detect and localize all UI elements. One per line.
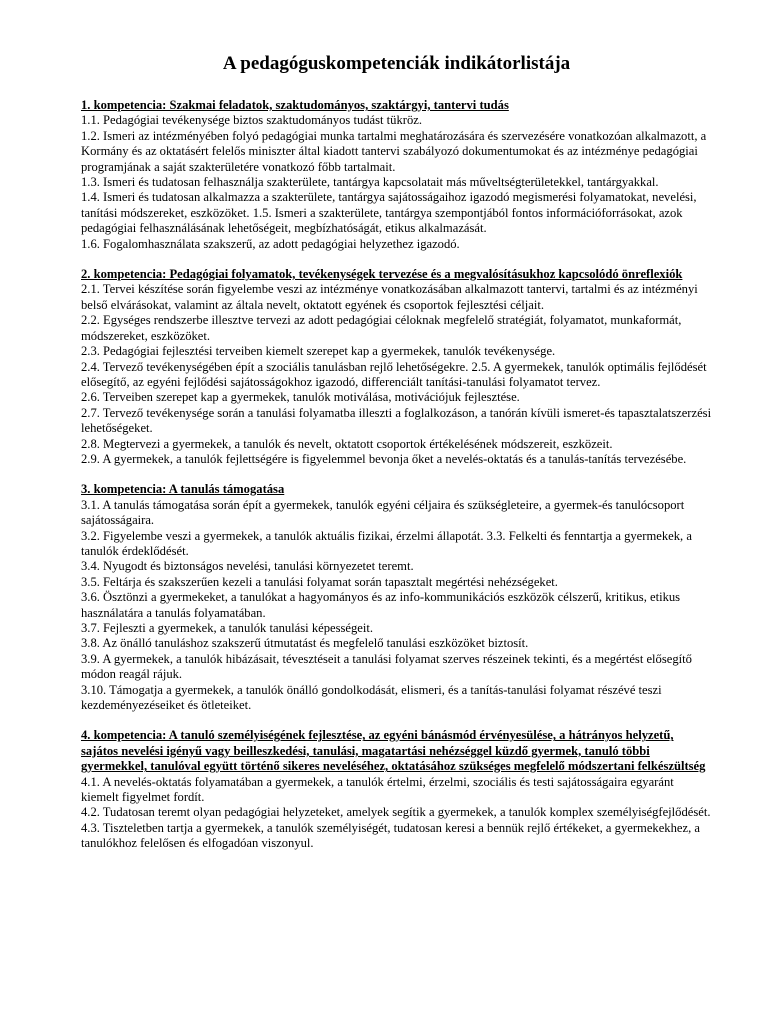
section-competency-3 xyxy=(81,482,712,713)
section-heading: 1. kompetencia: Szakmai feladatok, szaktudományos, szaktárgyi, tantervi tudás xyxy=(81,98,509,112)
section-heading: 3. kompetencia: A tanulás támogatása xyxy=(81,482,285,497)
indicator-item: 4.2. Tudatosan teremt olyan pedagógiai helyzeteket, amelyek segítik a gyermekek, a tanulók komplex személyiségfejlődését. xyxy=(81,805,711,820)
indicator-item: 1.4. Ismeri és tudatosan alkalmazza a szakterülete, tantárgya sajátosságaihoz igazodó megismerési folyamatokat, nevelési, tanítási módszereket, eszközöket. 1.5. Ismeri a szakterülete, tantárgya szempontjából fontos információforrásokat, azok pedagógiai felhasználásának lehetőségeit, megbízhatóságát, etikus alkalmazását. xyxy=(81,190,697,236)
indicator-item: 3.6. Ösztönzi a gyermekeket, a tanulókat a hagyományos és az info-kommunikációs eszközök célszerű, kritikus, etikus használatára a tanulás folyamatában. xyxy=(81,590,681,620)
indicator-item: 2.9. A gyermekek, a tanulók fejlettségére is figyelemmel bevonja őket a nevelés-oktatás és a tanulás-tanítás tervezésébe. xyxy=(81,451,687,466)
indicator-item: 2.8. Megtervezi a gyermekek, a tanulók és nevelt, oktatott csoportok értékelésének módszereit, eszközeit. xyxy=(81,436,613,451)
section-heading: 2. kompetencia: Pedagógiai folyamatok, tevékenységek tervezése és a megvalósításukhoz kapcsolódó önreflexiók xyxy=(81,267,683,282)
indicator-item: 3.4. Nyugodt és biztonságos nevelési, tanulási környezetet teremt. xyxy=(81,559,414,574)
section-competency-4 xyxy=(81,728,712,851)
indicator-item: 2.1. Tervei készítése során figyelembe veszi az intézménye vonatkozásában alkalmazott tantervi, tartalmi és az intézményi belső elvárásokat, valamint az általa nevelt, oktatott egyének és csoportok fejlesztési céljait. xyxy=(81,282,698,312)
indicator-item: 2.7. Tervező tevékenysége során a tanulási folyamatba illeszti a foglalkozáson, a tanórán kívüli ismeret-és tapasztalatszerzési lehetőségeket. xyxy=(81,405,712,436)
document-page xyxy=(81,52,712,852)
indicator-item: 4.3. Tiszteletben tartja a gyermekek, a tanulók személyiségét, tudatosan keresi a bennük rejlő értékeket, a gyermekekhez, a tanulókhoz felelősen és elfogadóan viszonyul. xyxy=(81,820,700,851)
indicator-item: 2.6. Terveiben szerepet kap a gyermekek, tanulók motiválása, motivációjuk fejlesztése. xyxy=(81,390,520,405)
indicator-item: 1.1. Pedagógiai tevékenysége biztos szaktudományos tudást tükröz. xyxy=(81,113,423,128)
indicator-item: 1.3. Ismeri és tudatosan felhasználja szakterülete, tantárgya kapcsolatait más műveltségterületekkel, tantárgyakkal. xyxy=(81,175,659,190)
section-competency-1 xyxy=(81,98,712,252)
indicator-item: 3.8. Az önálló tanuláshoz szakszerű útmutatást és megfelelő tanulási eszközöket biztosít. xyxy=(81,636,529,651)
indicator-item: 2.2. Egységes rendszerbe illesztve tervezi az adott pedagógiai céloknak megfelelő stratégiát, folyamatot, munkaformát, módszereket, eszközöket. xyxy=(81,313,682,343)
indicator-item: 3.10. Támogatja a gyermekek, a tanulók önálló gondolkodását, elismeri, és a tanítás-tanulási folyamat részévé teszi kezdeményezéseiket és ötleteiket. xyxy=(81,682,662,713)
indicator-item: 3.9. A gyermekek, a tanulók hibázásait, tévesztéseit a tanulási folyamat szerves részeinek tekinti, és a megértést elősegítő módon reagál rájuk. xyxy=(81,651,692,682)
document-title: A pedagóguskompetenciák indikátorlistája xyxy=(222,53,571,74)
section-heading: 4. kompetencia: A tanuló személyiségének fejlesztése, az egyéni bánásmód érvényesülése, a hátrányos helyzetű, sajátos nevelési igényű vagy beilleszkedési, tanulási, magatartási nehézséggel küzdő gyermek, tanuló többi gyermekkel, tanulóval együtt történő sikeres neveléséhez, oktatásához szükséges megfelelő módszertani felkészültség xyxy=(81,728,706,774)
indicator-item: 3.1. A tanulás támogatása során épít a gyermekek, tanulók egyéni céljaira és szükségleteire, a gyermek-és tanulócsoport sajátosságaira. xyxy=(81,497,685,528)
indicator-item: 4.1. A nevelés-oktatás folyamatában a gyermekek, a tanulók értelmi, érzelmi, szociális és testi sajátosságaira egyaránt kiemelt figyelmet fordít. xyxy=(81,774,674,805)
indicator-item: 2.4. Tervező tevékenységében épít a szociális tanulásban rejlő lehetőségekre. 2.5. A gyermekek, tanulók optimális fejlődését elősegítő, az egyéni fejlődési sajátosságokhoz igazodó, differenciált tanítási-tanulási folyamatot tervez. xyxy=(81,359,707,389)
indicator-item: 3.5. Feltárja és szakszerűen kezeli a tanulási folyamat során tapasztalt megértési nehézségeket. xyxy=(81,574,558,589)
indicator-item: 1.6. Fogalomhasználata szakszerű, az adott pedagógiai helyzethez igazodó. xyxy=(81,236,460,251)
indicator-item: 3.7. Fejleszti a gyermekek, a tanulók tanulási képességeit. xyxy=(81,621,374,635)
section-competency-2 xyxy=(81,267,712,467)
indicator-item: 1.2. Ismeri az intézményében folyó pedagógiai munka tartalmi meghatározására és szervezésére vonatkozóan alkalmazott, a Kormány és az oktatásért felelős miniszter által kiadott tantervi szabályozó dokumentumokat és az intézménye pedagógiai programjának a saját szakterületére vonatkozó főbb tartalmait. xyxy=(81,128,707,174)
indicator-item: 2.3. Pedagógiai fejlesztési terveiben kiemelt szerepet kap a gyermekek, tanulók tevékenysége. xyxy=(81,344,556,359)
indicator-item: 3.2. Figyelembe veszi a gyermekek, a tanulók aktuális fizikai, érzelmi állapotát. 3.3. Felkelti és fenntartja a gyermekek, a tanulók érdeklődését. xyxy=(81,528,692,558)
